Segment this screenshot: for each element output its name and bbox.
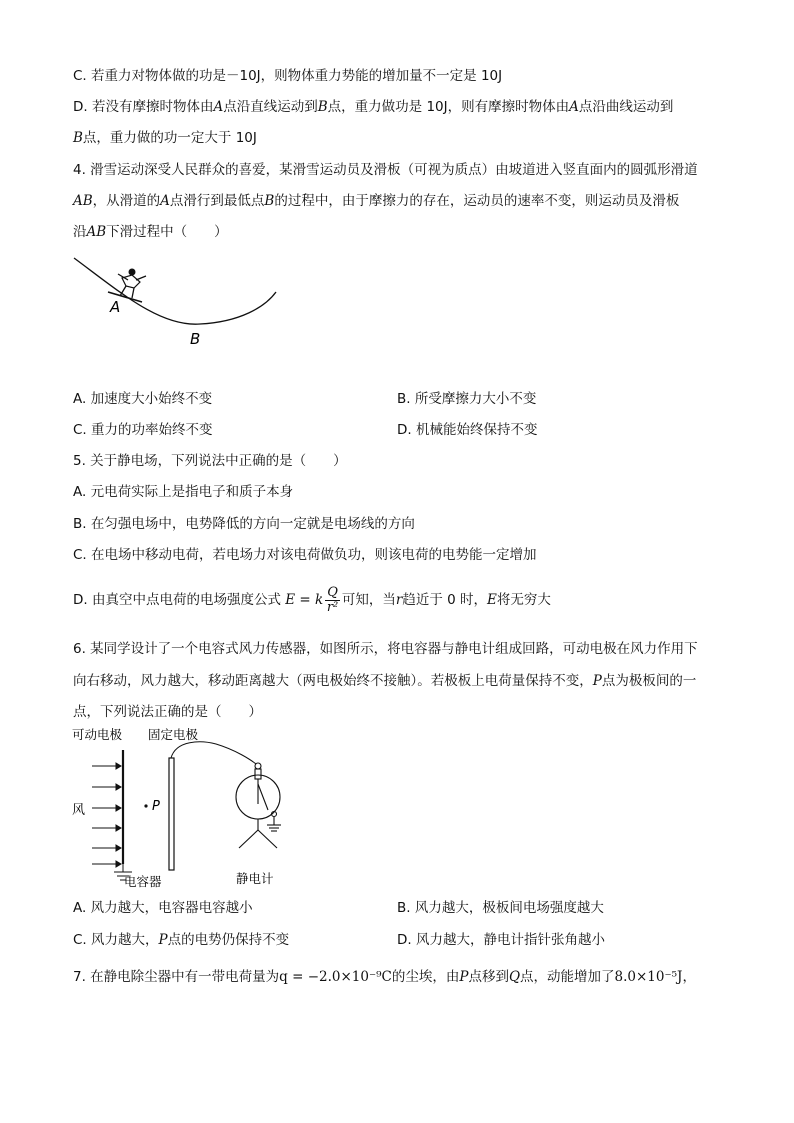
label-electroscope: 静电计 xyxy=(236,871,274,886)
point-p-dot xyxy=(144,804,147,807)
label-fixed-electrode: 固定电极 xyxy=(148,727,199,742)
ski-track-figure xyxy=(70,252,285,352)
text: 点沿曲线运动到 xyxy=(578,99,674,115)
fixed-plate xyxy=(169,758,174,870)
text: 点沿直线运动到 xyxy=(223,99,318,115)
label-wind: 风 xyxy=(72,803,86,818)
energy-value: 8.0×10⁻⁵J， xyxy=(614,969,696,985)
q4-option-a: A. 加速度大小始终不变 xyxy=(73,391,213,407)
text: 点，重力做的功一定大于 10J xyxy=(82,130,257,146)
label-p: P xyxy=(152,799,160,814)
text: D. 若没有摩擦时物体由 xyxy=(73,99,214,115)
var-b: B xyxy=(264,193,275,209)
text: ，从滑道的 xyxy=(92,193,161,209)
text: 点为极板间的一 xyxy=(601,673,697,689)
q7-stem xyxy=(73,968,696,986)
q3-option-c: C. 若重力对物体做的功是－10J，则物体重力势能的增加量不一定是 10J xyxy=(73,68,503,84)
var-b: B xyxy=(317,99,328,115)
text: 下滑过程中（ ） xyxy=(106,224,228,240)
var-p: P xyxy=(459,969,469,985)
text: 向右移动，风力越大，移动距离越大（两电极始终不接触）。若极板上电荷量保持不变， xyxy=(73,673,593,689)
frac-numerator: Q xyxy=(327,584,338,600)
q6-stem-line1: 6. 某同学设计了一个电容式风力传感器，如图所示，将电容器与静电计组成回路，可动电极在风力作用下 xyxy=(73,641,698,657)
q6-stem-line3: 点，下列说法正确的是（ ） xyxy=(73,704,262,720)
text: 趋近于 0 时， xyxy=(402,592,488,608)
q3-option-d-cont xyxy=(73,129,257,147)
label-b: B xyxy=(190,330,201,348)
text: D. 由真空中点电荷的电场强度公式 xyxy=(73,592,281,608)
var-b: B xyxy=(73,130,83,146)
text: 的过程中，由于摩擦力的存在，运动员的速率不变，则运动员及滑板 xyxy=(274,193,680,209)
q3-option-d xyxy=(73,98,673,116)
wind-arrows xyxy=(92,763,121,867)
var-a: A xyxy=(160,193,170,209)
q6-stem-line2 xyxy=(73,672,696,690)
q6-option-b: B. 风力越大，极板间电场强度越大 xyxy=(397,900,604,916)
text: 的尘埃，由 xyxy=(391,969,460,985)
text: 将无穷大 xyxy=(496,592,551,608)
electroscope-icon xyxy=(236,763,281,848)
q4-stem-line3 xyxy=(73,223,228,241)
var-a: A xyxy=(569,99,579,115)
formula-lhs: E = k xyxy=(285,592,324,608)
q4-option-b: B. 所受摩擦力大小不变 xyxy=(397,391,537,407)
q6-option-d: D. 风力越大，静电计指针张角越小 xyxy=(397,932,605,948)
text: C. 风力越大， xyxy=(73,932,159,948)
formula-fraction xyxy=(325,586,340,615)
q5-stem: 5. 关于静电场，下列说法中正确的是（ ） xyxy=(73,453,347,469)
q5-option-d xyxy=(73,580,551,620)
q4-stem-line1: 4. 滑雪运动深受人民群众的喜爱，某滑雪运动员及滑板（可视为质点）由坡道进入竖直面内的圆弧形滑道 xyxy=(73,162,698,178)
text: 点滑行到最低点 xyxy=(169,193,265,209)
capacitor-sensor-figure xyxy=(66,722,326,894)
text: 点移到 xyxy=(468,969,509,985)
var-ab: AB xyxy=(73,193,93,209)
text: 7. 在静电除尘器中有一带电荷量为 xyxy=(73,969,280,985)
frac-denominator: r² xyxy=(326,599,339,615)
var-e: E xyxy=(487,592,497,608)
q5-option-b: B. 在匀强电场中，电势降低的方向一定就是电场线的方向 xyxy=(73,516,415,532)
skier-icon xyxy=(108,269,146,303)
var-ab: AB xyxy=(86,224,107,240)
q4-stem-line2 xyxy=(73,192,679,210)
text: 点，动能增加了 xyxy=(520,969,615,985)
label-movable-electrode: 可动电极 xyxy=(72,727,123,742)
q6-option-a: A. 风力越大，电容器电容越小 xyxy=(73,900,253,916)
label-a: A xyxy=(110,298,121,316)
text: 沿 xyxy=(73,224,87,240)
q5-option-a: A. 元电荷实际上是指电子和质子本身 xyxy=(73,484,294,500)
text: 可知，当 xyxy=(341,592,396,608)
label-capacitor: 电容器 xyxy=(124,874,162,889)
charge-value: q = −2.0×10⁻⁹C xyxy=(279,969,392,985)
var-p: P xyxy=(158,932,168,948)
text: 点的电势仍保持不变 xyxy=(167,932,290,948)
var-p: P xyxy=(592,673,602,689)
var-r: r xyxy=(395,592,403,608)
var-a: A xyxy=(213,99,224,115)
q4-option-d: D. 机械能始终保持不变 xyxy=(397,422,538,438)
q4-option-c: C. 重力的功率始终不变 xyxy=(73,422,213,438)
track-curve xyxy=(74,258,276,324)
q6-option-c xyxy=(73,931,289,949)
var-q: Q xyxy=(508,969,521,985)
text: 点，重力做功是 10J，则有摩擦时物体由 xyxy=(327,99,570,115)
q5-option-c: C. 在电场中移动电荷，若电场力对该电荷做负功，则该电荷的电势能一定增加 xyxy=(73,547,537,563)
connecting-wire xyxy=(171,742,256,764)
